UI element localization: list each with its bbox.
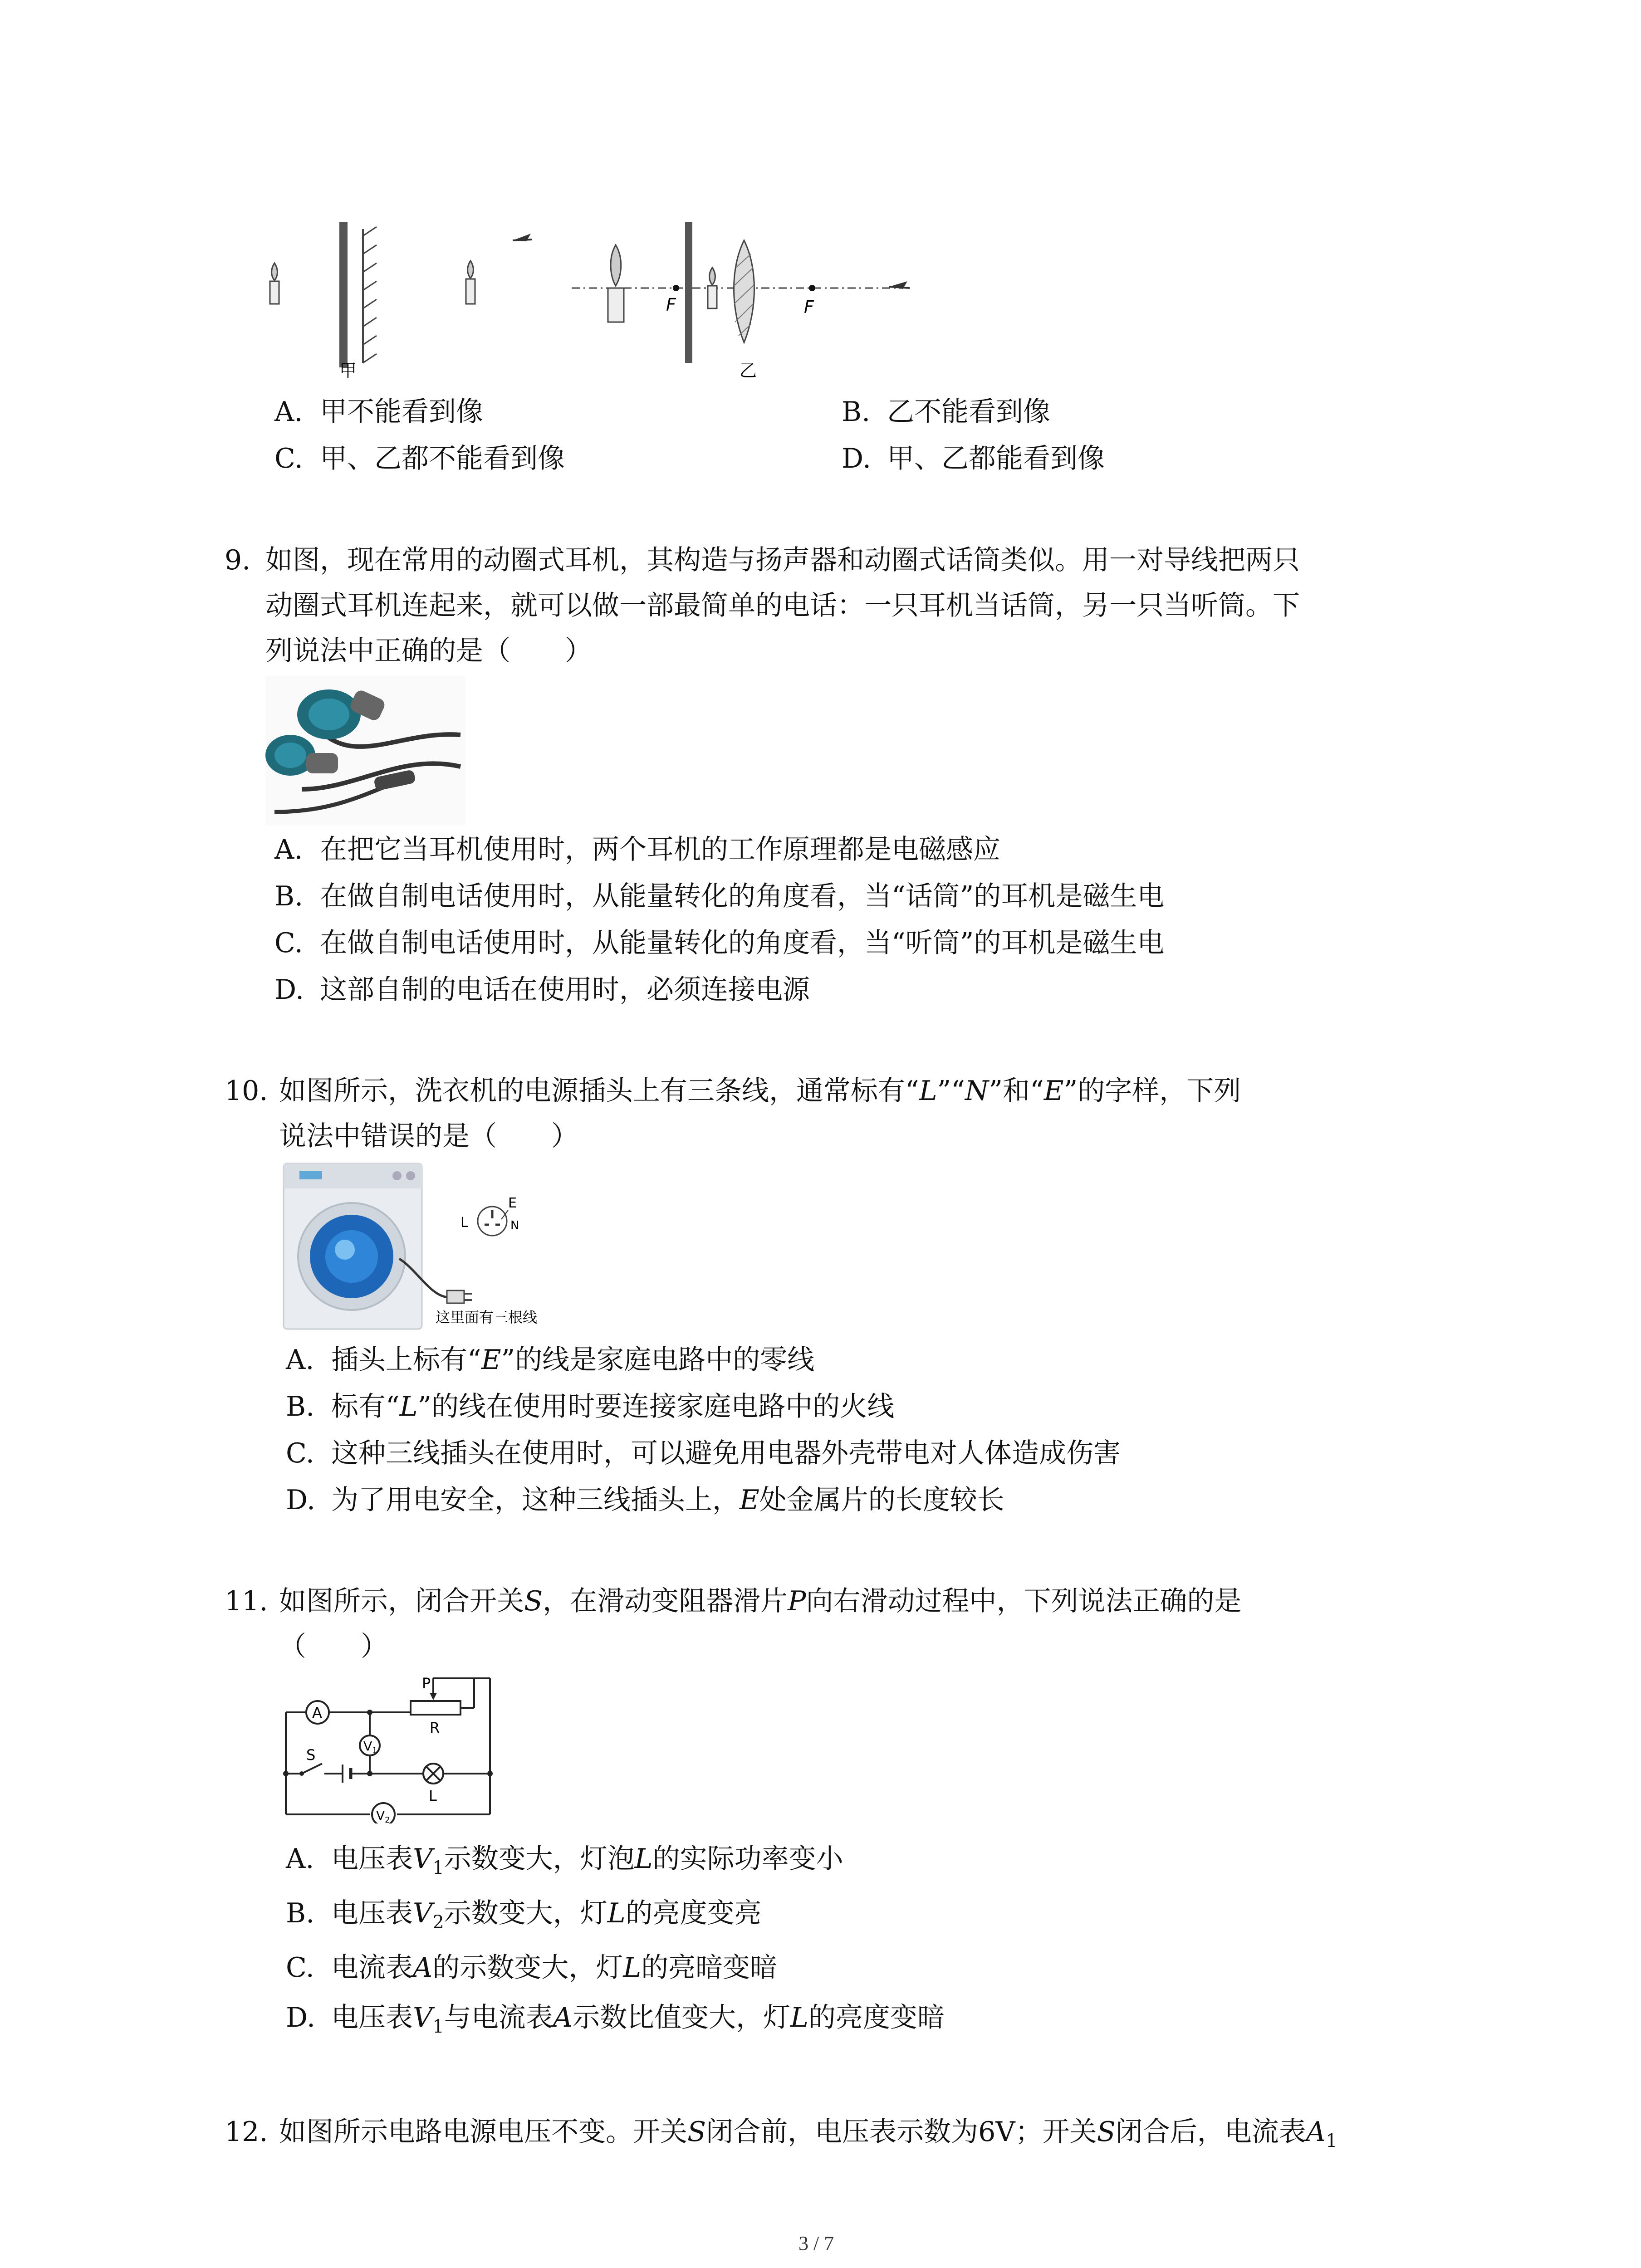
q10-option-c <box>286 1432 1121 1471</box>
q8-label-jia: 甲 <box>339 361 357 381</box>
option-label: C. <box>274 443 303 474</box>
q12-stem-text: 如图所示电路电源电压不变。开关 <box>279 2116 687 2148</box>
voltmeter-label: V <box>363 1739 372 1754</box>
option-text: 的亮度变暗 <box>808 2002 945 2033</box>
option-text: ”的线是家庭电路中的零线 <box>501 1344 815 1376</box>
option-var: V <box>413 2002 433 2033</box>
option-var: L <box>634 1843 653 1875</box>
q8-label-yi: 乙 <box>740 361 757 381</box>
option-text: 的亮度变亮 <box>625 1897 762 1929</box>
q8-option-d <box>842 437 1105 476</box>
option-text: 电流表 <box>331 1952 413 1984</box>
q11-option-b <box>286 1892 762 1933</box>
focal-point <box>673 285 679 291</box>
q11-option-c <box>286 1946 777 1985</box>
option-text: 甲、乙都不能看到像 <box>320 443 565 474</box>
var-L: L <box>919 1075 937 1107</box>
option-label: B. <box>842 396 871 428</box>
q12-stem <box>225 2109 1337 2164</box>
q9-stem <box>225 538 1300 583</box>
option-text: 在做自制电话使用时，从能量转化的角度看，当“话筒”的耳机是磁生电 <box>320 880 1165 912</box>
q9-stem-line3: 列说法中正确的是（ ） <box>265 635 592 667</box>
option-label: B. <box>286 1897 315 1929</box>
q8-figure-jia <box>270 222 532 381</box>
q12-stem-text: 闭合前，电压表示数为 <box>706 2116 979 2148</box>
q8-label-f1: F <box>666 295 676 315</box>
voltmeter-v1-icon <box>360 1735 380 1755</box>
option-label: D. <box>286 2002 316 2033</box>
focal-point <box>809 285 815 291</box>
var-S: S <box>524 1585 543 1617</box>
option-text: 示数变大，灯 <box>444 1897 607 1929</box>
option-label: C. <box>286 1952 314 1984</box>
voltmeter-label: V <box>376 1808 385 1823</box>
option-label: D. <box>286 1484 316 1516</box>
voltmeter-v2-icon <box>372 1803 395 1823</box>
q9-option-c <box>274 921 1164 960</box>
candle-icon <box>466 261 475 304</box>
var-E: E <box>1043 1075 1064 1107</box>
var-P: P <box>788 1585 806 1617</box>
option-text: 在做自制电话使用时，从能量转化的角度看，当“听筒”的耳机是磁生电 <box>320 927 1165 959</box>
q10-stem-text: ”“ <box>937 1075 965 1107</box>
q10-stem <box>225 1068 1241 1114</box>
option-var: E <box>740 1484 759 1516</box>
option-var: A <box>413 1952 433 1984</box>
candle-icon <box>708 268 717 308</box>
option-subscript: 1 <box>432 1857 444 1878</box>
plug-caption: 这里面有三根线 <box>436 1309 538 1326</box>
option-text: 示数变大，灯泡 <box>444 1843 635 1875</box>
option-text: 电压表 <box>331 2002 413 2033</box>
voltmeter-subscript: 2 <box>385 1815 390 1823</box>
earphones-image <box>265 676 465 826</box>
option-text: 在把它当耳机使用时，两个耳机的工作原理都是电磁感应 <box>320 834 1000 865</box>
candle-icon <box>608 245 624 322</box>
option-text: 示数比值变大，灯 <box>573 2002 791 2033</box>
option-text: 的示数变大，灯 <box>432 1952 623 1984</box>
option-text: 电压表 <box>331 1897 413 1929</box>
option-subscript: 1 <box>432 2016 444 2037</box>
lamp-icon <box>423 1764 443 1784</box>
option-var: L <box>607 1897 626 1929</box>
eye-icon <box>513 234 532 241</box>
question-number: 10. <box>225 1075 268 1107</box>
question-number: 12. <box>225 2116 268 2148</box>
option-label: B. <box>286 1391 315 1422</box>
q11-stem-text: ，在滑动变阻器滑片 <box>543 1585 788 1617</box>
ammeter-label: A <box>312 1704 322 1721</box>
q11-stem-text: 如图所示，闭合开关 <box>279 1585 524 1617</box>
question-number: 9. <box>225 544 251 576</box>
option-var: V <box>413 1843 433 1875</box>
q10-option-b <box>286 1385 894 1424</box>
option-text: 的亮暗变暗 <box>641 1952 778 1984</box>
q9-stem-line1: 如图，现在常用的动圈式耳机，其构造与扬声器和动圈式话筒类似。用一对导线把两只 <box>265 544 1300 576</box>
lamp-label: L <box>429 1787 437 1804</box>
q11-stem-text: 向右滑动过程中，下列说法正确的是 <box>806 1585 1242 1617</box>
resistor-label: R <box>430 1719 440 1736</box>
question-number: 11. <box>225 1585 268 1617</box>
q10-option-d <box>286 1478 1004 1517</box>
option-label: A. <box>274 396 303 428</box>
q9-option-d <box>274 968 810 1007</box>
q10-stem-text: 如图所示，洗衣机的电源插头上有三条线，通常标有“ <box>279 1075 919 1107</box>
option-var: L <box>399 1391 418 1422</box>
q8-option-b <box>842 390 1050 429</box>
var-S: S <box>687 2116 706 2148</box>
q12-stem-text: 闭合后，电流表 <box>1115 2116 1306 2148</box>
plug-label-l: L <box>460 1215 468 1231</box>
option-text: 这种三线插头在使用时，可以避免用电器外壳带电对人体造成伤害 <box>331 1437 1121 1469</box>
q10-stem-text: ”和“ <box>989 1075 1044 1107</box>
switch-label: S <box>306 1746 316 1764</box>
q8-option-a <box>274 390 483 429</box>
q12-stem-text: ；开关 <box>1015 2116 1097 2148</box>
q8-label-f2: F <box>804 297 814 317</box>
option-var: A <box>553 2002 573 2033</box>
option-var: E <box>481 1344 501 1376</box>
option-text: 这部自制的电话在使用时，必须连接电源 <box>320 974 810 1006</box>
q11-circuit-diagram <box>279 1669 501 1823</box>
q8-option-c <box>274 437 565 476</box>
var-subscript: 1 <box>1326 2131 1337 2151</box>
option-text: 处金属片的长度较长 <box>759 1484 1004 1516</box>
option-text: 甲、乙都能看到像 <box>887 443 1105 474</box>
option-label: A. <box>286 1344 314 1376</box>
option-label: A. <box>274 834 303 865</box>
option-text: 与电流表 <box>444 2002 553 2033</box>
q11-option-d <box>286 1996 945 2037</box>
q8-figure-yi <box>572 222 910 381</box>
option-label: A. <box>286 1843 314 1875</box>
option-label: D. <box>274 974 304 1006</box>
q11-stem-line2: （ ） <box>279 1631 388 1662</box>
option-label: B. <box>274 880 304 912</box>
option-subscript: 2 <box>432 1912 444 1933</box>
ammeter-icon <box>306 1701 329 1724</box>
q11-option-a <box>286 1837 843 1878</box>
option-var: L <box>623 1952 642 1984</box>
option-text: ”的线在使用时要连接家庭电路中的火线 <box>417 1391 895 1422</box>
option-var: L <box>790 2002 808 2033</box>
q8-figure <box>254 213 935 395</box>
option-text: 甲不能看到像 <box>320 396 483 428</box>
var-A: A <box>1306 2116 1326 2148</box>
option-text: 电压表 <box>331 1843 413 1875</box>
q9-option-a <box>274 828 1000 867</box>
plane-mirror <box>363 227 377 363</box>
option-label: C. <box>286 1437 314 1469</box>
slider-label: P <box>422 1675 431 1692</box>
washing-machine-image <box>281 1161 567 1331</box>
q10-option-a <box>286 1338 814 1377</box>
opaque-screen <box>685 222 692 363</box>
page-number: 3 / 7 <box>798 2232 834 2254</box>
option-text: 的实际功率变小 <box>652 1843 843 1875</box>
eye-icon <box>889 281 910 289</box>
voltage-value: 6V <box>978 2116 1015 2148</box>
var-S: S <box>1097 2116 1116 2148</box>
q10-stem-line2: 说法中错误的是（ ） <box>279 1120 578 1152</box>
plug-label-e: E <box>508 1195 517 1211</box>
q11-stem <box>225 1579 1241 1624</box>
option-var: V <box>413 1897 433 1929</box>
opaque-screen <box>339 222 348 367</box>
option-text: 插头上标有“ <box>331 1344 481 1376</box>
option-label: D. <box>842 443 872 474</box>
option-text: 标有“ <box>331 1391 400 1422</box>
convex-lens <box>734 240 754 342</box>
voltmeter-subscript: 1 <box>372 1746 377 1755</box>
q10-stem-text: ”的字样，下列 <box>1063 1075 1241 1107</box>
q9-stem-line2: 动圈式耳机连起来，就可以做一部最简单的电话：一只耳机当话筒，另一只当听筒。下 <box>265 590 1300 621</box>
option-text: 为了用电安全，这种三线插头上， <box>331 1484 740 1516</box>
option-label: C. <box>274 927 303 959</box>
plug-label-n: N <box>510 1219 519 1232</box>
var-N: N <box>965 1075 989 1107</box>
q9-option-b <box>274 875 1164 914</box>
candle-icon <box>270 263 279 304</box>
option-text: 乙不能看到像 <box>887 396 1050 428</box>
